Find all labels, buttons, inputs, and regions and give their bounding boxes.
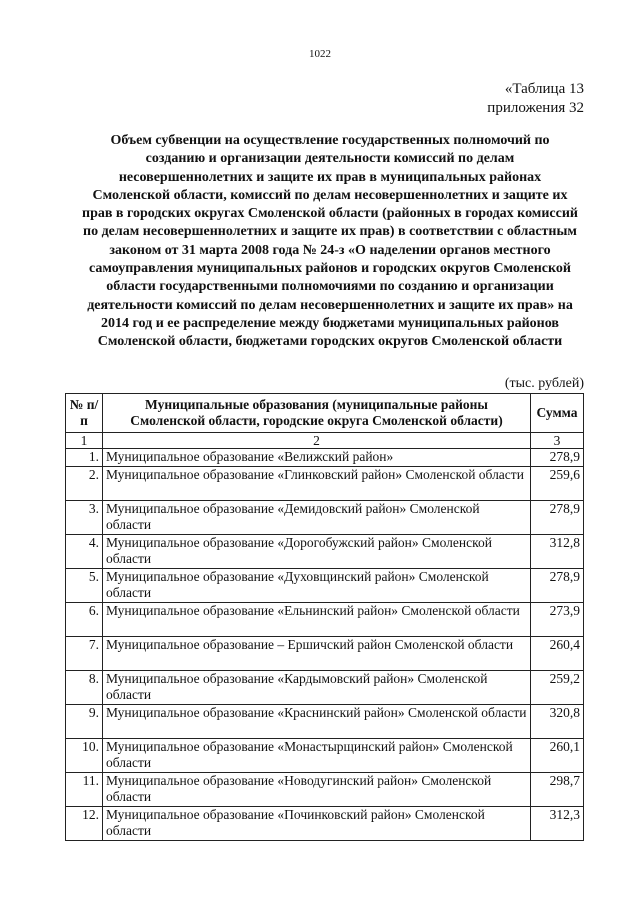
- annex-reference: [487, 80, 584, 118]
- row-municipality: Муниципальное образование «Глинковский район» Смоленской области: [103, 467, 531, 501]
- row-number: 11.: [66, 773, 103, 807]
- annex-table-label: «Таблица 13: [504, 81, 584, 97]
- row-municipality: Муниципальное образование «Ельнинский район» Смоленской области: [103, 603, 531, 637]
- table-header-row: [66, 394, 584, 433]
- annex-appendix-label: приложения 32: [487, 100, 584, 116]
- row-number: 8.: [66, 671, 103, 705]
- row-sum: 259,2: [531, 671, 584, 705]
- row-sum: 312,8: [531, 535, 584, 569]
- column-number: 2: [103, 433, 531, 449]
- row-number: 12.: [66, 807, 103, 841]
- subvention-table: [65, 393, 584, 841]
- table-row: [66, 705, 584, 739]
- row-municipality: Муниципальное образование «Починковский район» Смоленской области: [103, 807, 531, 841]
- table-row: [66, 671, 584, 705]
- document-title: Объем субвенции на осуществление государственных полномочий по созданию и организации деятельности комиссий по делам несовершеннолетних и защите их прав в муниципальных районах Смоленской области, комиссий по делам несовершеннолетних и защите их прав в городских округах Смоленской области (районных в городах комиссий по делам несовершеннолетних и защите их прав) в соответствии с областным законом от 31 марта 2008 года № 24-з «О наделении органов местного самоуправления муниципальных районов и городских округов Смоленской области государственными полномочиями по созданию и организации деятельности комиссий по делам несовершеннолетних и защите их прав» на 2014 год и ее распределение между бюджетами муниципальных районов Смоленской области, бюджетами городских округов Смоленской области: [82, 133, 578, 350]
- table-row: [66, 739, 584, 773]
- row-municipality: Муниципальное образование «Демидовский район» Смоленской области: [103, 501, 531, 535]
- table-row: [66, 603, 584, 637]
- row-sum: 298,7: [531, 773, 584, 807]
- row-number: 5.: [66, 569, 103, 603]
- units-label: (тыс. рублей): [504, 376, 584, 391]
- table-row: [66, 773, 584, 807]
- row-number: 10.: [66, 739, 103, 773]
- table-row: [66, 569, 584, 603]
- row-municipality: Муниципальное образование «Духовщинский район» Смоленской области: [103, 569, 531, 603]
- row-number: 3.: [66, 501, 103, 535]
- row-number: 6.: [66, 603, 103, 637]
- table-row: [66, 535, 584, 569]
- row-number: 9.: [66, 705, 103, 739]
- row-number: 1.: [66, 449, 103, 467]
- row-sum: 260,1: [531, 739, 584, 773]
- row-sum: 259,6: [531, 467, 584, 501]
- header-number: № п/п: [66, 394, 103, 433]
- header-sum: Сумма: [531, 394, 584, 433]
- row-sum: 278,9: [531, 569, 584, 603]
- row-municipality: Муниципальное образование – Ершичский район Смоленской области: [103, 637, 531, 671]
- table-row: [66, 449, 584, 467]
- page-number: 1022: [309, 48, 331, 60]
- table-row: [66, 501, 584, 535]
- table-row: [66, 637, 584, 671]
- row-sum: 278,9: [531, 501, 584, 535]
- row-number: 2.: [66, 467, 103, 501]
- column-number: 1: [66, 433, 103, 449]
- row-sum: 320,8: [531, 705, 584, 739]
- row-sum: 278,9: [531, 449, 584, 467]
- column-number: 3: [531, 433, 584, 449]
- header-municipality: Муниципальные образования (муниципальные районы Смоленской области, городские округа Смоленской области): [103, 394, 531, 433]
- row-municipality: Муниципальное образование «Дорогобужский район» Смоленской области: [103, 535, 531, 569]
- row-municipality: Муниципальное образование «Велижский район»: [103, 449, 531, 467]
- row-municipality: Муниципальное образование «Монастырщинский район» Смоленской области: [103, 739, 531, 773]
- row-sum: 312,3: [531, 807, 584, 841]
- table-row: [66, 467, 584, 501]
- row-sum: 273,9: [531, 603, 584, 637]
- row-sum: 260,4: [531, 637, 584, 671]
- row-municipality: Муниципальное образование «Кардымовский район» Смоленской области: [103, 671, 531, 705]
- row-number: 4.: [66, 535, 103, 569]
- column-numbers-row: [66, 433, 584, 449]
- row-number: 7.: [66, 637, 103, 671]
- table-row: [66, 807, 584, 841]
- row-municipality: Муниципальное образование «Краснинский район» Смоленской области: [103, 705, 531, 739]
- row-municipality: Муниципальное образование «Новодугинский район» Смоленской области: [103, 773, 531, 807]
